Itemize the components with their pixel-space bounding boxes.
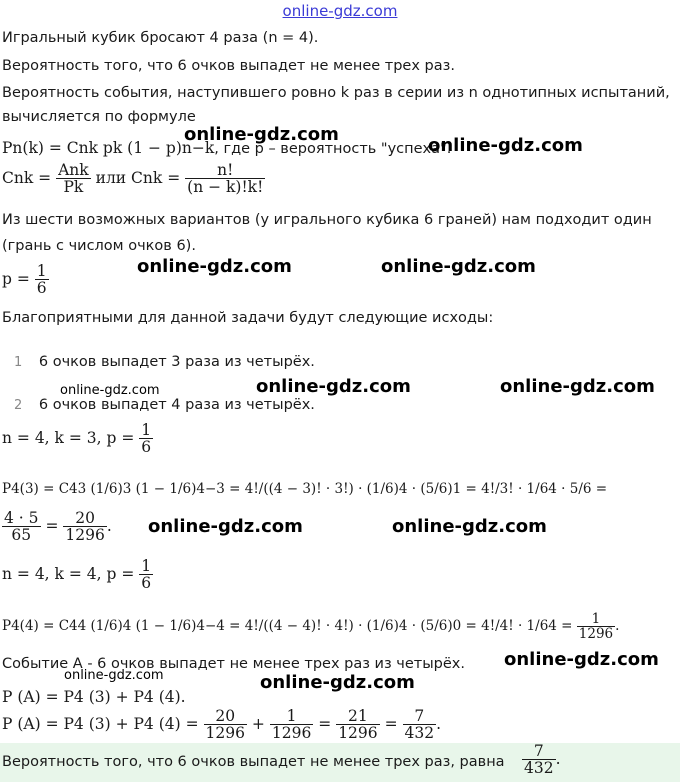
case-1-result: $\frac{4 \cdot 5}{65}$ = $\frac{20}{1296}$ . (4, 509, 112, 545)
watermark: online-gdz.com (392, 516, 547, 537)
sum-den-3: 1296 (338, 724, 378, 743)
case-2-frac (139, 558, 153, 592)
answer-den: 432 (524, 759, 554, 778)
answer-frac (522, 743, 556, 777)
comb-mid: или Cnk = (95, 168, 181, 187)
answer-text: Вероятность того, что 6 очков выпадет не менее трех раз, равна (2, 754, 505, 770)
case-1-result-frac-a (2, 510, 41, 544)
sum-den-4: 432 (404, 724, 435, 743)
case-1-result-den-a: 65 (11, 526, 32, 545)
sum-eq-2: = (384, 714, 398, 733)
case-1-result-num-b: 20 (63, 510, 106, 527)
case-1-params (2, 422, 153, 456)
p-den: 6 (36, 279, 47, 298)
list-item-number: 2 (14, 398, 23, 413)
case-2-result-den: 1296 (578, 626, 614, 643)
sum-num-4: 7 (403, 708, 437, 725)
p-frac (35, 263, 49, 297)
sum-frac-2 (270, 708, 313, 742)
case-1-frac (139, 422, 153, 456)
watermark: online-gdz.com (256, 376, 411, 397)
comb-lhs: Cnk = (2, 168, 52, 187)
case-1-equation: P4(3) = C43 (1/6)3 (1 − 1/6)4−3 = 4!/((4 − 3)! · 3!) · (1/6)4 · (5/6)1 = 4!/3! · 1/64 · 5/6 = (2, 481, 608, 497)
list-item (14, 397, 315, 413)
watermark: online-gdz.com (260, 672, 415, 693)
line-options-2: (грань с числом очков 6). (2, 238, 196, 254)
comb-frac-2 (185, 162, 265, 196)
case-2-expr: P4(4) = C44 (1/6)4 (1 − 1/6)4−4 = 4!/((4 − 4)! · 4!) · (1/6)4 · (5/6)0 = 4!/4! · 1/64 = (2, 618, 573, 635)
list-item-number: 1 (14, 355, 23, 370)
watermark: online-gdz.com (148, 516, 303, 537)
sum-den-2: 1296 (271, 724, 312, 743)
case-1-result-frac-b (63, 510, 106, 544)
sum-plus: + (251, 714, 265, 733)
line-formula-intro: Вероятность события, наступившего ровно k раз в серии из n однотипных испытаний, (2, 85, 670, 101)
line-event: Событие A - 6 очков выпадет не менее трех раз из четырёх. (2, 656, 465, 672)
watermark: online-gdz.com (504, 649, 659, 670)
sum-den-1: 1296 (205, 724, 245, 743)
sum-num-1: 20 (204, 708, 247, 725)
case-2-result-num: 1 (577, 612, 615, 627)
p-lhs: p = (2, 269, 30, 288)
case-2-lhs: n = 4, k = 4, p = (2, 564, 135, 583)
bernoulli-expr: Pn(k) = Cnk pk (1 − p)n−k (2, 139, 215, 157)
comb-den-2: (n − k)!k! (187, 178, 264, 197)
case-1-num: 1 (141, 421, 152, 439)
watermark: online-gdz.com (500, 376, 655, 397)
comb-num-2: n! (185, 162, 265, 179)
case-1-result-den-b: 1296 (65, 526, 105, 545)
watermark: online-gdz.com (60, 383, 160, 398)
sum-eq-1: = (318, 714, 332, 733)
case-2-result-frac (577, 612, 615, 641)
sum-num-2: 1 (270, 708, 313, 725)
line-outcomes: Благоприятными для данной задачи будут следующие исходы: (2, 310, 494, 326)
case-2-den: 6 (141, 574, 152, 593)
site-header-link[interactable]: online-gdz.com (282, 2, 398, 20)
comb-num-1: Ank (58, 161, 89, 179)
p-value (2, 263, 49, 297)
list-item-text: 6 очков выпадет 3 раза из четырёх. (38, 354, 315, 370)
case-2-params (2, 558, 153, 592)
bernoulli-tail: , где p – вероятность "успеха". (214, 141, 452, 157)
watermark: online-gdz.com (428, 135, 583, 156)
combination-formula (2, 162, 265, 196)
list-item-text: 6 очков выпадет 4 раза из четырёх. (38, 397, 315, 413)
case-2-equation: P4(4) = C44 (1/6)4 (1 − 1/6)4−4 = 4!/((4 − 4)! · 4!) · (1/6)4 · (5/6)0 = 4!/4! · 1/64 = $\frac{1}{1296}$ . (2, 611, 620, 643)
line-options: Из шести возможных вариантов (у игрального кубика 6 граней) нам подходит один (2, 212, 652, 228)
sum-lhs: P (A) = P4 (3) + P4 (4) = (2, 714, 199, 733)
answer-num: 7 (522, 743, 556, 760)
comb-den-1: Pk (63, 178, 84, 197)
case-1-result-num-a: 4 · 5 (4, 509, 39, 527)
case-1-result-eq: = (45, 516, 59, 535)
line-goal: Вероятность того, что 6 очков выпадет не менее трех раз. (2, 58, 455, 74)
case-1-lhs: n = 4, k = 3, p = (2, 428, 135, 447)
sum-frac-4 (403, 708, 437, 742)
sum-num-3: 21 (336, 708, 379, 725)
line-problem: Игральный кубик бросают 4 раза (n = 4). (2, 30, 319, 46)
line-formula-intro-2: вычисляется по формуле (2, 109, 196, 125)
watermark: online-gdz.com (184, 124, 339, 145)
sum-frac-3 (336, 708, 379, 742)
answer-value: $\frac{7}{432}$ . (524, 742, 561, 778)
watermark: online-gdz.com (137, 256, 292, 277)
sum-frac-1 (204, 708, 247, 742)
comb-frac-1 (56, 162, 91, 196)
answer-box (0, 743, 680, 782)
watermark: online-gdz.com (64, 668, 164, 683)
watermark: online-gdz.com (381, 256, 536, 277)
sum-formula: P (A) = P4 (3) + P4 (4). (2, 688, 186, 706)
list-item (14, 354, 315, 370)
case-2-num: 1 (141, 557, 152, 575)
p-num: 1 (36, 262, 47, 280)
case-1-den: 6 (141, 438, 152, 457)
sum-calculation: P (A) = P4 (3) + P4 (4) = $\frac{20}{1296}$ + $\frac{1}{1296}$ = $\frac{21}{1296}$ = $\frac{7}{432}$ . (2, 707, 442, 743)
